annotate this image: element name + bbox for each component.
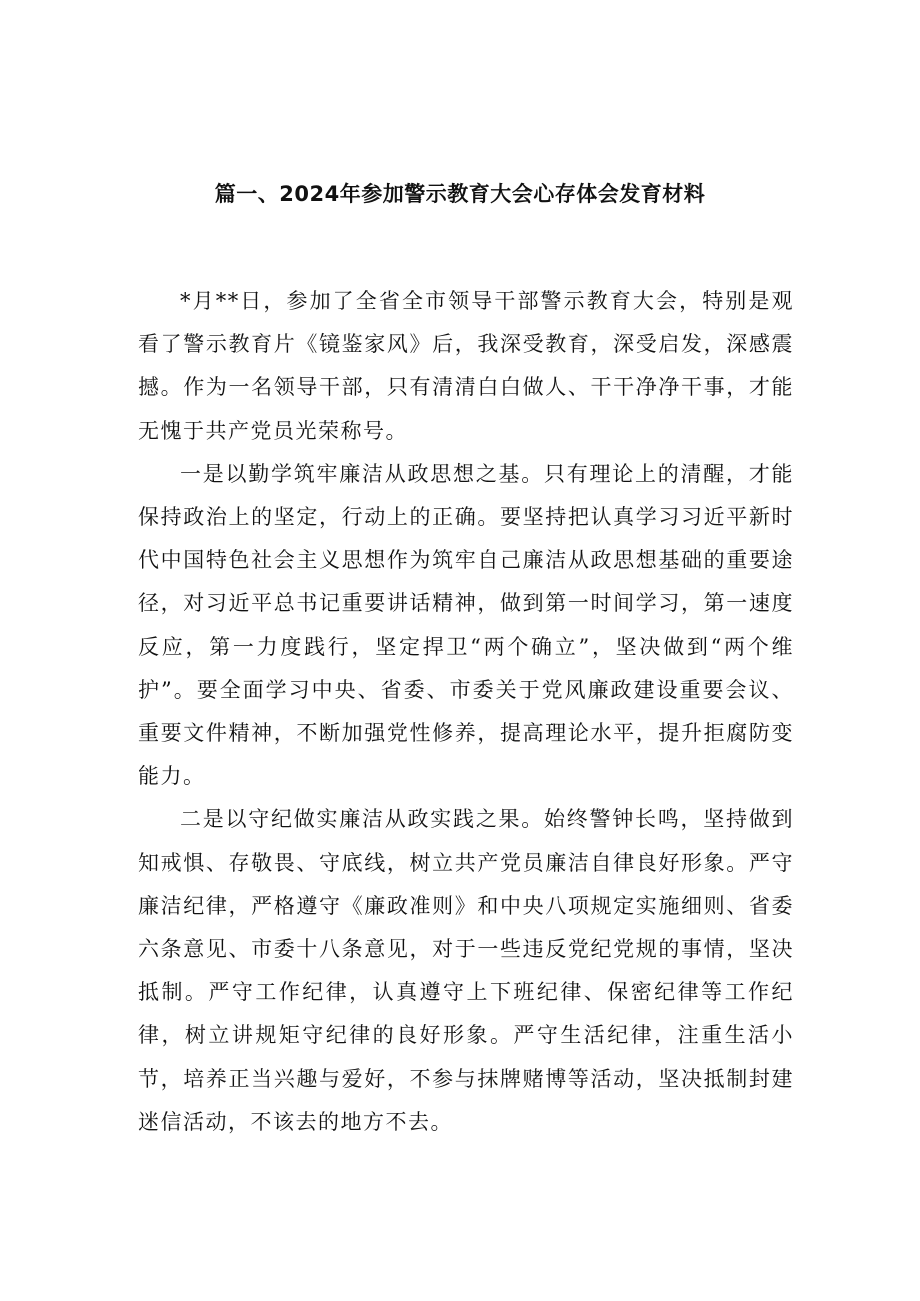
- paragraph-point-two: 二是以守纪做实廉洁从政实践之果。始终警钟长鸣，坚持做到知戒惧、存敬畏、守底线，树立共产党员廉洁自律良好形象。严守廉洁纪律，严格遵守《廉政准则》和中央八项规定实施细则、省委六条意见、市委十八条意见，对于一些违反党纪党规的事情，坚决抵制。严守工作纪律，认真遵守上下班纪律、保密纪律等工作纪律，树立讲规矩守纪律的良好形象。严守生活纪律，注重生活小节，培养正当兴趣与爱好，不参与抹牌赌博等活动，坚决抵制封建迷信活动，不该去的地方不去。: [138, 807, 794, 1134]
- document-title: 篇一、2024年参加警示教育大会心存体会发育材料: [214, 182, 706, 206]
- document-body: [138, 280, 794, 1144]
- paragraph-intro: *月**日，参加了全省全市领导干部警示教育大会，特别是观看了警示教育片《镜鉴家风》后，我深受教育，深受启发，深感震撼。作为一名领导干部，只有清清白白做人、干干净净干事，才能无愧于共产党员光荣称号。: [138, 289, 794, 443]
- paragraph-point-one: 一是以勤学筑牢廉洁从政思想之基。只有理论上的清醒，才能保持政治上的坚定，行动上的正确。要坚持把认真学习习近平新时代中国特色社会主义思想作为筑牢自己廉洁从政思想基础的重要途径，对习近平总书记重要讲话精神，做到第一时间学习，第一速度反应，第一力度践行，坚定捍卫“两个确立”，坚决做到“两个维护”。要全面学习中央、省委、市委关于党风廉政建设重要会议、重要文件精神，不断加强党性修养，提高理论水平，提升拒腐防变能力。: [138, 461, 794, 789]
